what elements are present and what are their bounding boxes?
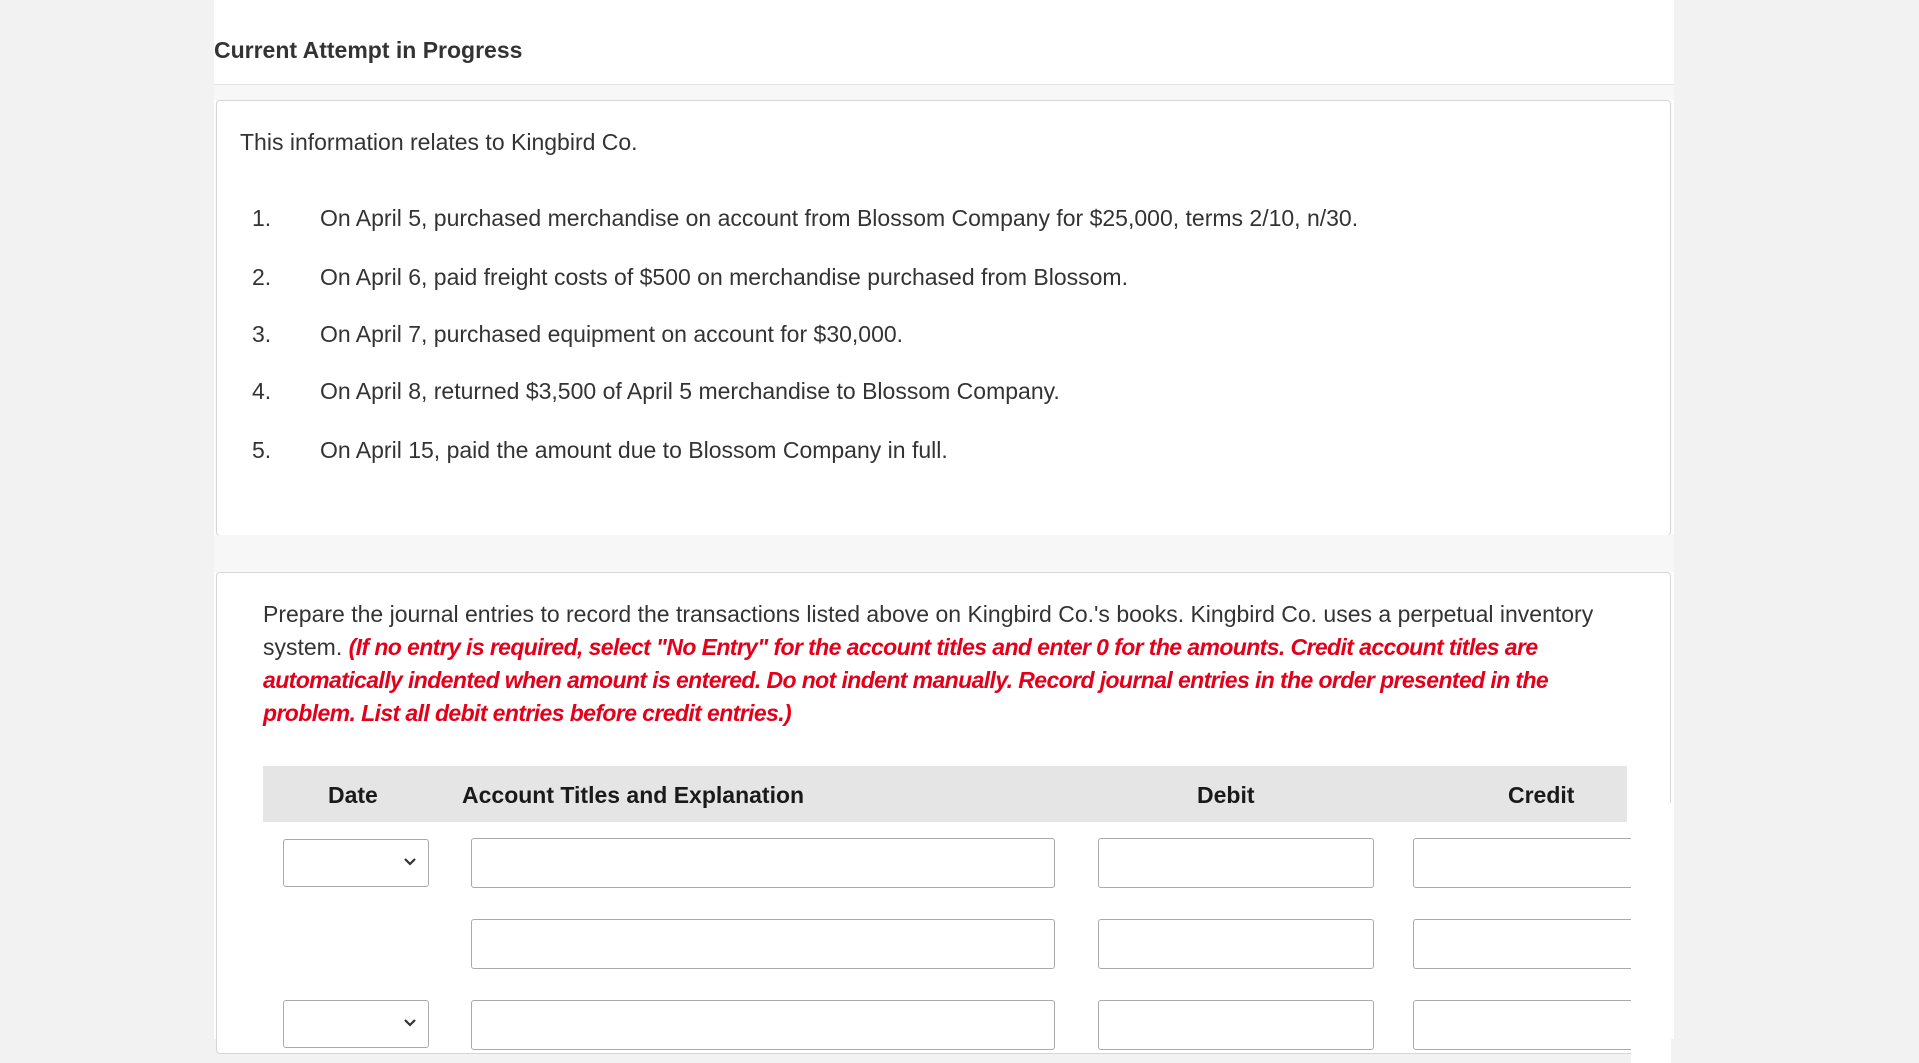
account-title-input[interactable] <box>471 838 1055 888</box>
assignment-page <box>214 0 1674 1039</box>
transaction-number: 3. <box>252 321 272 347</box>
question-panel <box>216 572 1671 1054</box>
question-note: (If no entry is required, select "No Entry" for the account titles and enter 0 for the amounts. Credit account titles are automatically indented when amount is entered. Do not indent manually. Record journal entries in the order presented in the problem. List all debit entries before credit entries.) <box>263 634 1549 726</box>
debit-input[interactable] <box>1098 838 1374 888</box>
section-gap <box>214 85 1674 100</box>
information-panel <box>216 100 1671 536</box>
transaction-number: 2. <box>252 264 272 290</box>
question-instructions <box>263 598 1638 730</box>
credit-input[interactable] <box>1413 919 1653 969</box>
credit-input[interactable] <box>1413 1000 1653 1050</box>
debit-input[interactable] <box>1098 919 1374 969</box>
question-prompt: Prepare the journal entries to record the transactions listed above on Kingbird Co.'s books. Kingbird Co. uses a perpetual inventory system. <box>263 601 1594 660</box>
credit-column-header: Credit <box>1508 782 1575 808</box>
date-column-header: Date <box>328 782 378 808</box>
transaction-text: On April 5, purchased merchandise on account from Blossom Company for $25,000, terms 2/10, n/30. <box>320 205 1359 231</box>
date-select[interactable] <box>283 839 429 887</box>
transaction-number: 5. <box>252 437 272 463</box>
account-title-input[interactable] <box>471 1000 1055 1050</box>
debit-input[interactable] <box>1098 1000 1374 1050</box>
account-title-input[interactable] <box>471 919 1055 969</box>
table-clip-edge <box>1631 803 1671 1063</box>
transaction-text: On April 8, returned $3,500 of April 5 merchandise to Blossom Company. <box>320 378 1060 404</box>
date-select[interactable] <box>283 1000 429 1048</box>
chevron-down-icon <box>402 854 418 870</box>
debit-column-header: Debit <box>1197 782 1255 808</box>
credit-input[interactable] <box>1413 838 1653 888</box>
transaction-number: 4. <box>252 378 272 404</box>
transaction-text: On April 15, paid the amount due to Blossom Company in full. <box>320 437 948 463</box>
information-intro: This information relates to Kingbird Co. <box>240 129 638 155</box>
transaction-number: 1. <box>252 205 272 231</box>
attempt-header <box>214 0 1674 85</box>
journal-table-header <box>263 766 1627 822</box>
account-column-header: Account Titles and Explanation <box>462 782 805 808</box>
transaction-text: On April 7, purchased equipment on account for $30,000. <box>320 321 904 347</box>
attempt-title: Current Attempt in Progress <box>214 37 523 63</box>
chevron-down-icon <box>402 1015 418 1031</box>
section-gap <box>214 535 1674 572</box>
transaction-text: On April 6, paid freight costs of $500 on merchandise purchased from Blossom. <box>320 264 1128 290</box>
